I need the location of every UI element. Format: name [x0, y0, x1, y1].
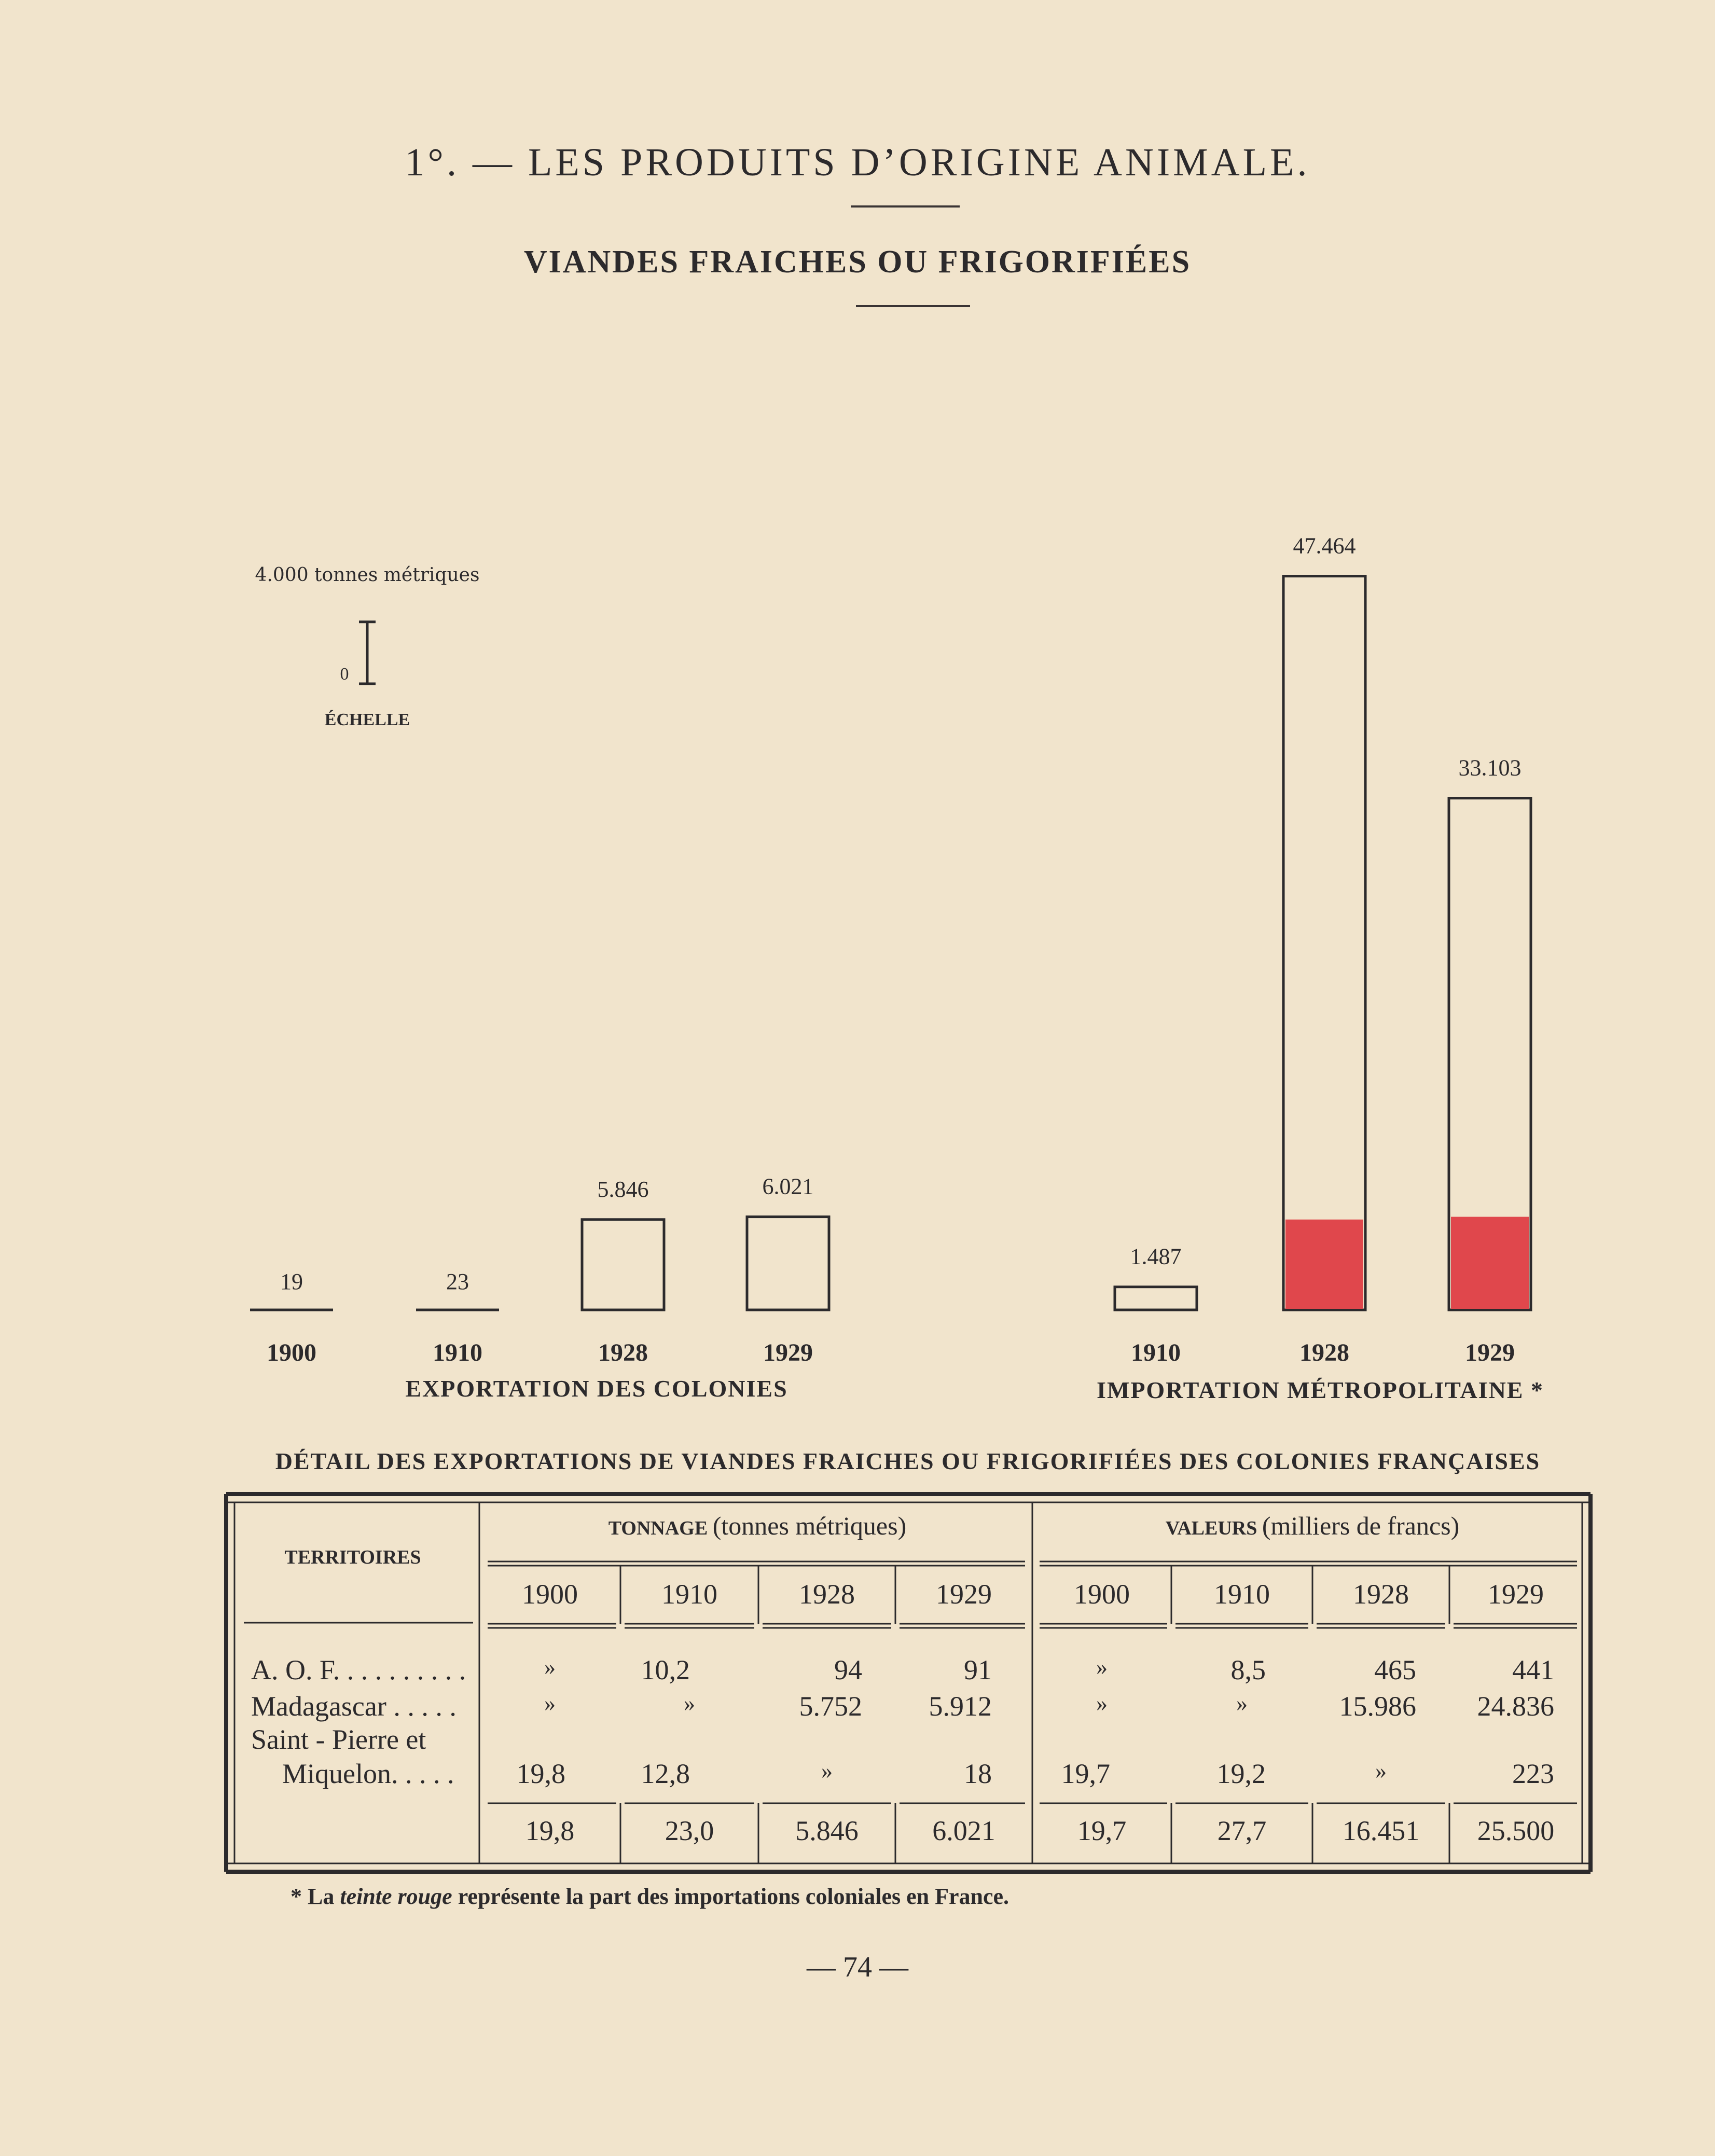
tonnage-header-caps: TONNAGE: [608, 1517, 713, 1539]
year-header: 1900: [522, 1579, 578, 1610]
year-label: 1900: [267, 1339, 316, 1366]
total-cell: 16.451: [1342, 1815, 1420, 1846]
year-header: 1910: [661, 1579, 717, 1610]
total-cell: 25.500: [1477, 1815, 1555, 1846]
table-cell: »: [1236, 1691, 1248, 1716]
table-cell: »: [1375, 1758, 1387, 1784]
year-label: 1929: [1465, 1339, 1515, 1366]
table-cell: »: [684, 1691, 695, 1716]
total-cell: 19,8: [525, 1815, 575, 1846]
table-cell: 15.986: [1339, 1691, 1416, 1722]
year-label: 1910: [433, 1339, 482, 1366]
territory-name: A. O. F. . . . . . . . . .: [251, 1654, 466, 1685]
chart-title: VIANDES FRAICHES OU FRIGORIFIÉES: [523, 244, 1192, 280]
total-cell: 23,0: [665, 1815, 714, 1846]
table-cell: 441: [1512, 1654, 1554, 1685]
table-cell: 94: [834, 1654, 862, 1685]
total-cell: 27,7: [1217, 1815, 1267, 1846]
table-cell: 465: [1374, 1654, 1416, 1685]
territory-header: TERRITOIRES: [284, 1546, 421, 1568]
total-cell: 6.021: [932, 1815, 995, 1846]
year-header: 1929: [936, 1579, 992, 1610]
footnote-pre: La: [308, 1884, 335, 1909]
table-cell: »: [821, 1758, 833, 1784]
table-cell: 24.836: [1477, 1691, 1554, 1722]
section-title: 1°. — LES PRODUITS D’ORIGINE ANIMALE.: [405, 141, 1310, 184]
table-cell: »: [1096, 1691, 1108, 1716]
page-number: — 74 —: [807, 1951, 908, 1983]
axis-title: IMPORTATION MÉTROPOLITAINE *: [1097, 1377, 1544, 1403]
scale-caption: ÉCHELLE: [324, 710, 410, 729]
table-cell: 91: [964, 1654, 992, 1685]
bar-value-label: 5.846: [597, 1176, 649, 1202]
footnote-star: *: [291, 1884, 302, 1909]
valeurs-header-caps: VALEURS: [1165, 1517, 1262, 1539]
tonnage-header-unit: (tonnes métriques): [712, 1511, 907, 1540]
valeurs-header-unit: (milliers de francs): [1262, 1511, 1460, 1540]
bar-value-label: 6.021: [762, 1173, 814, 1199]
year-header: 1929: [1488, 1579, 1544, 1610]
territory-name: Madagascar . . . . .: [251, 1691, 457, 1722]
bar-value-label: 47.464: [1293, 533, 1356, 559]
tonnage-header: [550, 1511, 965, 1541]
table-cell: »: [544, 1654, 556, 1680]
bar-value-label: 19: [280, 1269, 303, 1294]
year-header: 1928: [1353, 1579, 1409, 1610]
bar-value-label: 33.103: [1458, 755, 1522, 781]
total-cell: 19,7: [1077, 1815, 1127, 1846]
detail-table-title: DÉTAIL DES EXPORTATIONS DE VIANDES FRAICHES OU FRIGORIFIÉES DES COLONIES FRANÇAISES: [275, 1448, 1541, 1474]
table-cell: 19,2: [1216, 1758, 1266, 1789]
year-label: 1929: [763, 1339, 813, 1366]
table-cell: 19,8: [516, 1758, 565, 1789]
scale-zero: 0: [340, 665, 349, 684]
table-cell: 12,8: [641, 1758, 690, 1789]
table-cell: 8,5: [1230, 1654, 1266, 1685]
table-cell: »: [1096, 1654, 1108, 1680]
total-cell: 5.846: [795, 1815, 859, 1846]
territory-name: Miquelon. . . . .: [282, 1758, 454, 1789]
year-label: 1928: [598, 1339, 648, 1366]
axis-title: EXPORTATION DES COLONIES: [405, 1375, 788, 1402]
table-cell: 18: [964, 1758, 992, 1789]
year-header: 1900: [1074, 1579, 1130, 1610]
table-cell: »: [544, 1691, 556, 1716]
table-cell: 10,2: [641, 1654, 690, 1685]
footnote-italic: teinte rouge: [340, 1884, 452, 1909]
year-header: 1928: [799, 1579, 855, 1610]
table-cell: 5.752: [799, 1691, 862, 1722]
bar-value-label: 23: [446, 1269, 469, 1294]
footnote: [291, 1883, 1009, 1910]
territory-name: Saint - Pierre et: [251, 1724, 426, 1755]
year-label: 1910: [1131, 1339, 1181, 1366]
valeurs-header: [1079, 1511, 1546, 1541]
scale-label: 4.000 tonnes métriques: [255, 564, 480, 586]
table-cell: 223: [1512, 1758, 1554, 1789]
table-cell: 5.912: [929, 1691, 992, 1722]
year-header: 1910: [1214, 1579, 1270, 1610]
footnote-post: représente la part des importations coloniales en France.: [458, 1884, 1009, 1909]
table-cell: 19,7: [1061, 1758, 1110, 1789]
bar-value-label: 1.487: [1130, 1243, 1182, 1269]
year-label: 1928: [1299, 1339, 1349, 1366]
